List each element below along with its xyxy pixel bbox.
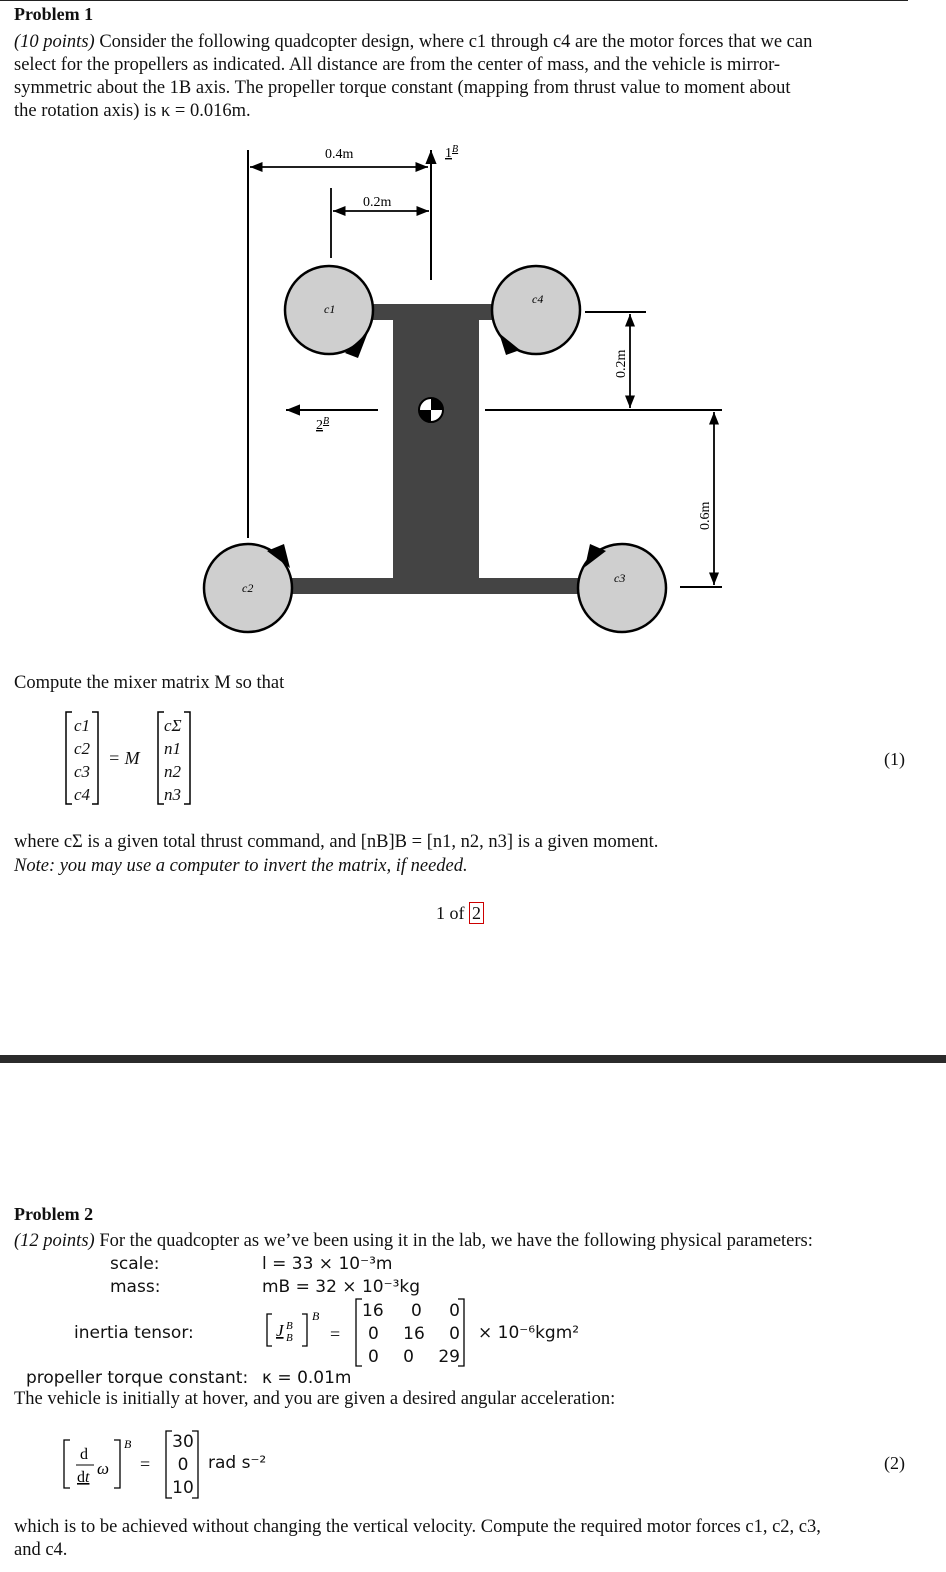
eq1-number: (1) <box>884 749 905 769</box>
scale-label: scale: <box>110 1254 160 1274</box>
eq2-number: (2) <box>884 1453 905 1473</box>
accel-z: 10 <box>172 1478 194 1498</box>
torque-value: κ = 0.01m <box>262 1368 352 1388</box>
dim-0.2m-top-label: 0.2m <box>363 195 392 210</box>
rhs-n2: n2 <box>164 762 181 781</box>
label-c2: c2 <box>242 581 254 595</box>
lhs-vector <box>74 714 90 806</box>
accel-vector <box>170 1431 196 1500</box>
svg-text:B: B <box>312 1309 320 1323</box>
page-number <box>436 903 484 924</box>
J31: 0 <box>368 1347 379 1367</box>
accel-x: 30 <box>172 1432 194 1452</box>
J23: 0 <box>449 1324 460 1344</box>
J33: 29 <box>438 1347 460 1367</box>
svg-text:B: B <box>124 1437 132 1451</box>
svg-text:J: J <box>276 1321 284 1340</box>
svg-text:ω: ω <box>97 1459 110 1478</box>
svg-text:d: d <box>80 1446 88 1463</box>
problem2-intro: For the quadcopter as we’ve been using it in the lab, we have the following physical parameters: <box>99 1231 813 1251</box>
quadcopter-diagram <box>0 0 946 650</box>
page-separator <box>0 1055 946 1063</box>
J12: 0 <box>410 1301 422 1321</box>
axis-2B-label: $2^B$ <box>316 416 330 433</box>
lhs-c1: c1 <box>74 716 91 735</box>
problem2-title: Problem 2 <box>14 1204 94 1224</box>
accel-y: 0 <box>177 1455 189 1475</box>
problem2-final-text <box>14 1516 914 1562</box>
problem1-line1: Consider the following quadcopter design, where c1 through c4 are the motor forces that we can <box>99 32 813 52</box>
inertia-matrix <box>362 1300 460 1369</box>
dim-0.2m-right-label: 0.2m <box>614 349 629 378</box>
accel-units: rad s⁻² <box>208 1453 267 1473</box>
svg-text:B: B <box>286 1320 293 1332</box>
label-c3: c3 <box>614 571 626 585</box>
problem1-where-text: where cΣ is a given total thrust command, and [nB]B = [n1, n2, n3] is a given moment. <box>14 832 659 852</box>
svg-text:=: = <box>140 1454 151 1474</box>
frame-top-arm <box>368 304 498 320</box>
inertia-units: × 10⁻⁶kgm² <box>478 1323 580 1343</box>
label-c1: c1 <box>324 302 336 316</box>
rhs-vector <box>164 714 182 806</box>
dim-0.6m-label: 0.6m <box>698 501 713 530</box>
problem2-points: (12 points) <box>14 1231 95 1251</box>
problem1-points: (10 points) <box>14 32 95 52</box>
final-line2: and c4. <box>14 1540 68 1560</box>
page-total-link[interactable]: 2 <box>469 902 484 924</box>
J11: 16 <box>362 1301 384 1321</box>
J13: 0 <box>449 1301 460 1321</box>
J32: 0 <box>403 1347 414 1367</box>
rhs-csigma: cΣ <box>164 716 182 735</box>
J21: 0 <box>368 1324 379 1344</box>
torque-label: propeller torque constant: <box>26 1368 249 1388</box>
dim-0.4m-label: 0.4m <box>325 147 354 162</box>
J22: 16 <box>403 1324 425 1344</box>
rhs-n3: n3 <box>164 785 181 804</box>
lhs-c4: c4 <box>74 785 91 804</box>
mass-value: mB = 32 × 10⁻³kg <box>262 1277 421 1297</box>
problem2-intro-line <box>14 1230 914 1253</box>
eq1-equals-M: = M <box>108 748 140 768</box>
scale-value: l = 33 × 10⁻³m <box>262 1254 393 1274</box>
final-line1: which is to be achieved without changing the vertical velocity. Compute the required motor forces c1, c2, c3, <box>14 1517 821 1537</box>
problem1-compute-text: Compute the mixer matrix M so that <box>14 673 285 693</box>
problem1-note: Note: you may use a computer to invert the matrix, if needed. <box>14 856 468 876</box>
svg-text:=: = <box>330 1324 341 1344</box>
problem1-line4: the rotation axis) is κ = 0.016m. <box>14 101 251 121</box>
frame-bottom-arm <box>288 578 588 594</box>
svg-text:dt: dt <box>77 1469 90 1486</box>
rhs-n1: n1 <box>164 739 181 758</box>
frame-body <box>393 306 479 580</box>
problem1-title: Problem 1 <box>14 4 94 24</box>
page-number-text: 1 of <box>436 903 465 923</box>
hover-text: The vehicle is initially at hover, and you are given a desired angular acceleration: <box>14 1389 616 1409</box>
problem1-line3: symmetric about the 1B axis. The propeller torque constant (mapping from thrust value to moment about <box>14 78 791 98</box>
lhs-c3: c3 <box>74 762 91 781</box>
lhs-c2: c2 <box>74 739 91 758</box>
svg-text:B: B <box>286 1332 293 1344</box>
label-c4: c4 <box>532 292 544 306</box>
mass-label: mass: <box>110 1277 161 1297</box>
center-of-mass-icon <box>419 398 443 422</box>
problem1-line2: select for the propellers as indicated. All distance are from the center of mass, and the vehicle is mirror- <box>14 55 781 75</box>
inertia-label: inertia tensor: <box>74 1323 194 1343</box>
axis-1B-label: $1^B$ <box>445 144 459 161</box>
